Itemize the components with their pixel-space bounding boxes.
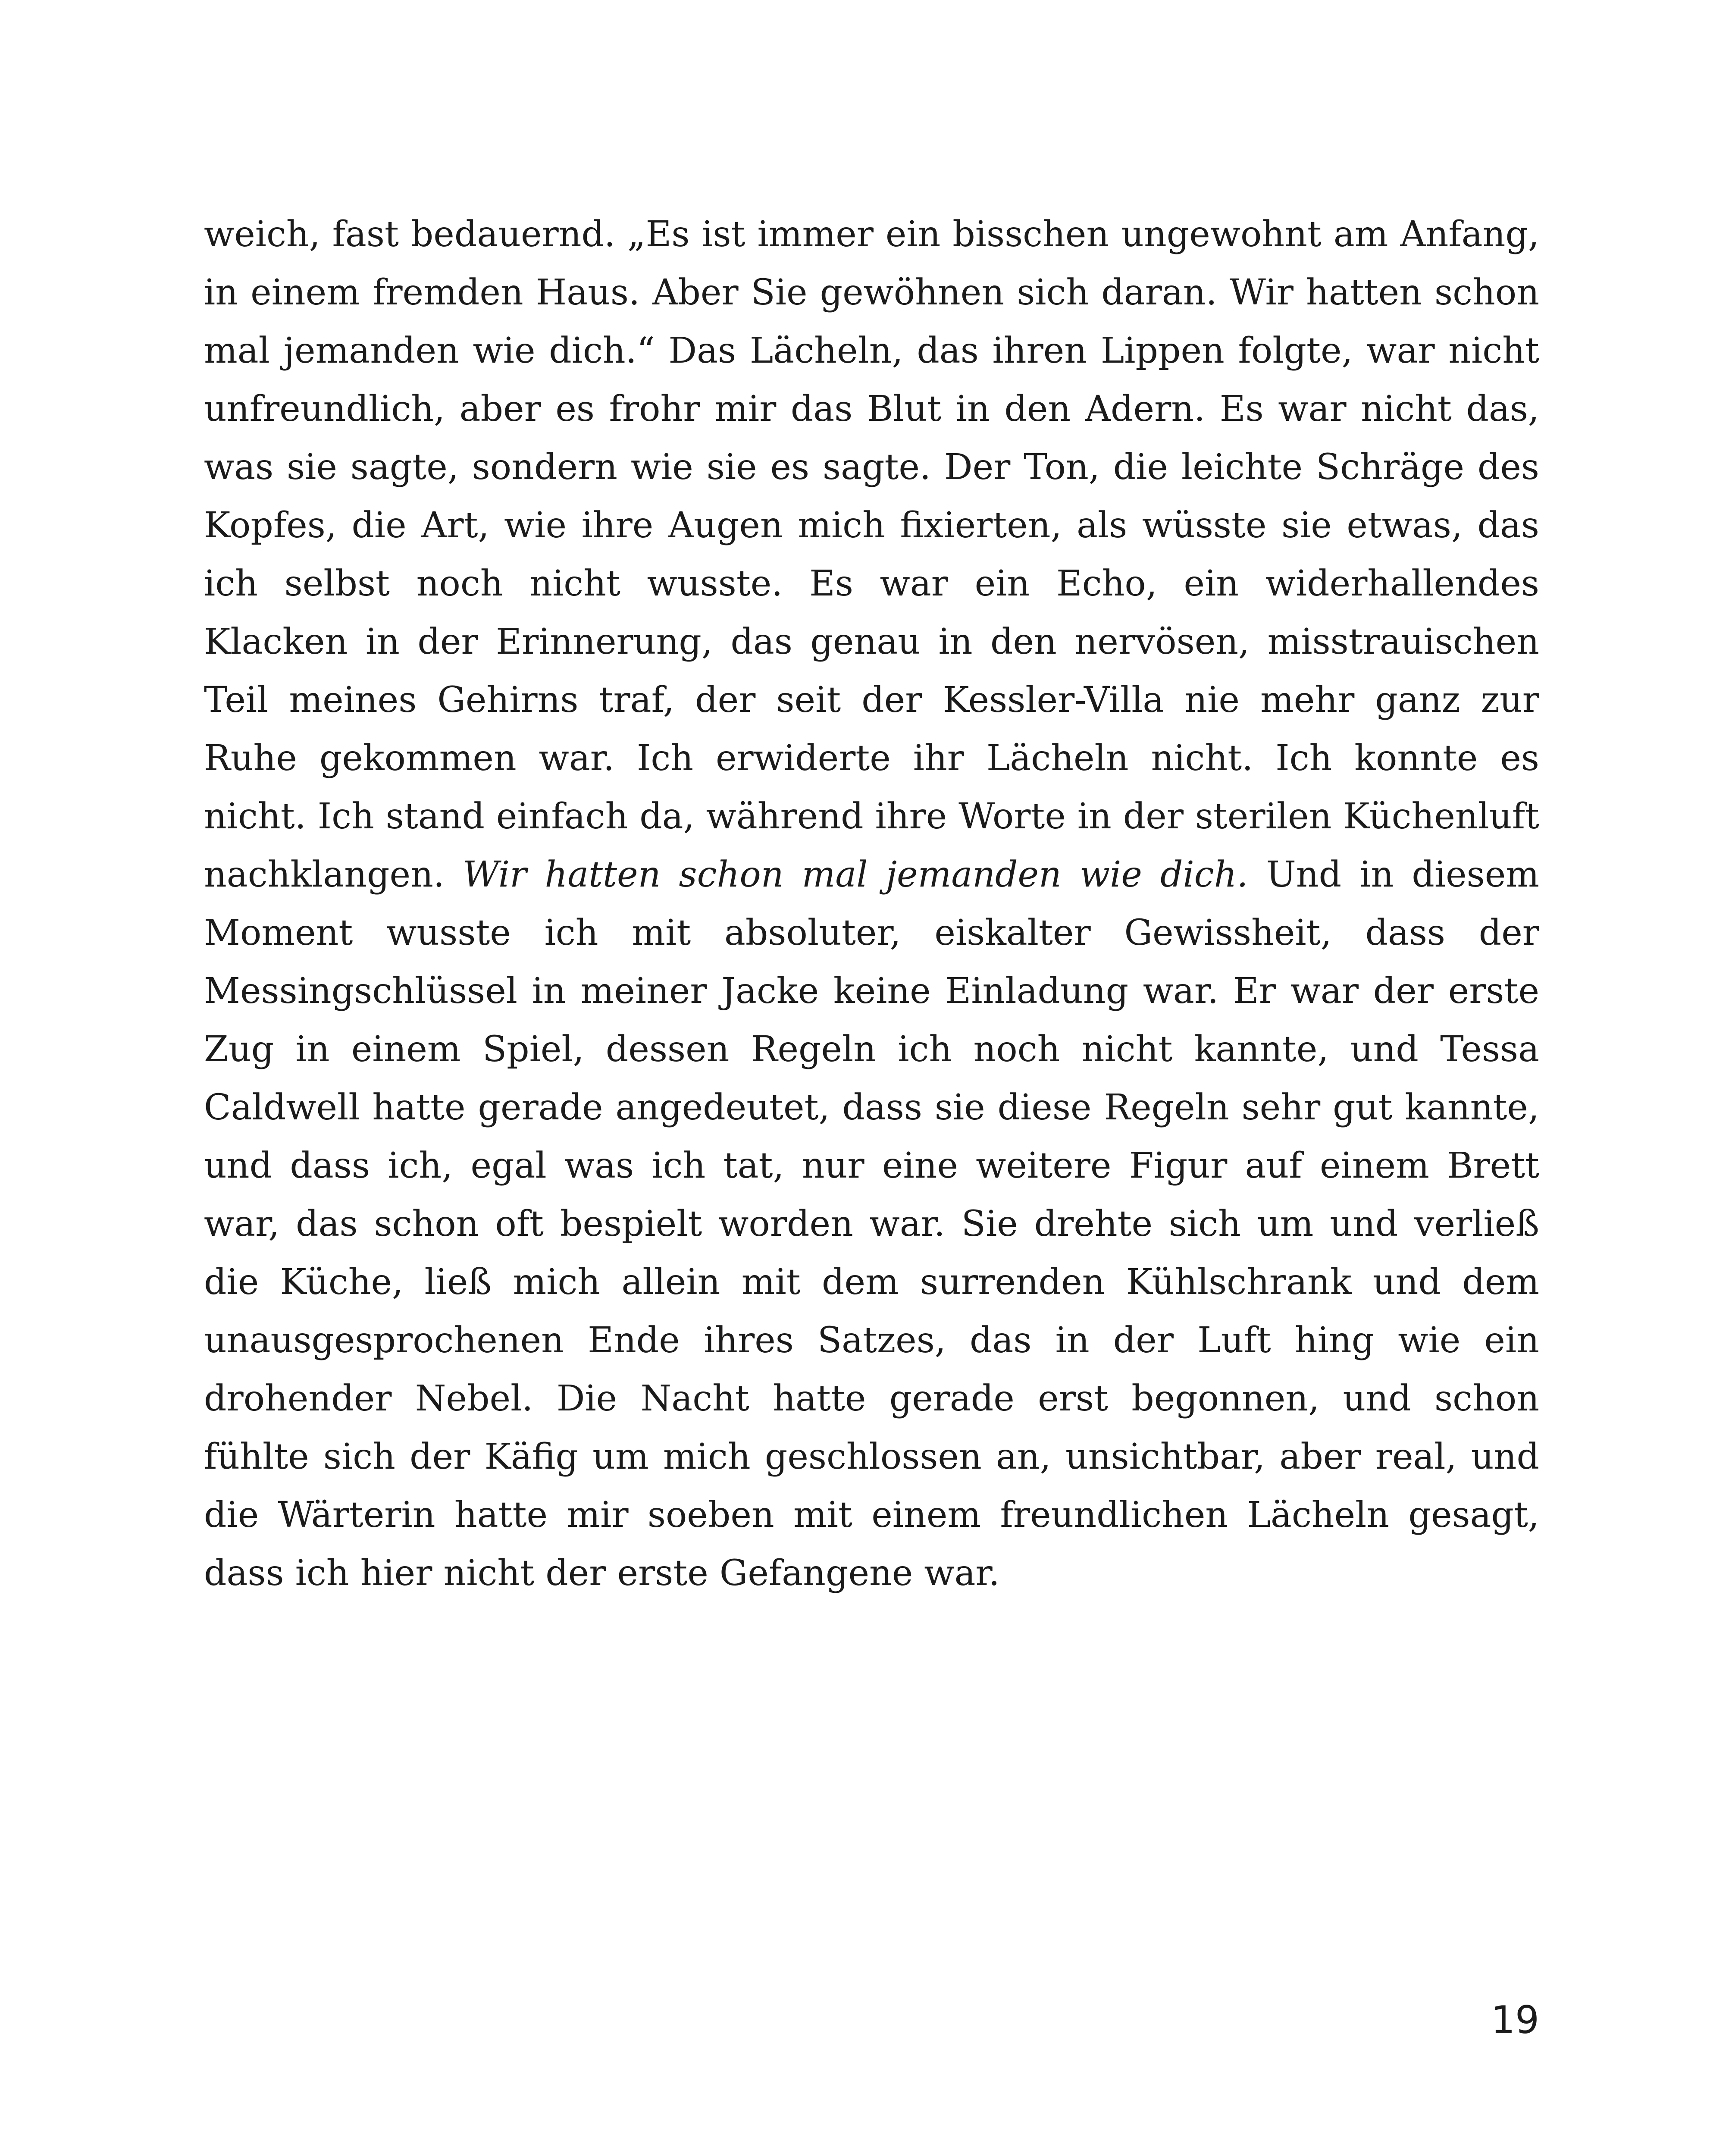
body-paragraph xyxy=(204,205,1539,1602)
paragraph-text-part-2: Und in diesem Moment wusste ich mit absoluter, eiskalter Gewissheit, dass der Messingschlüssel in meiner Jacke keine Einladung war. Er war der erste Zug in einem Spiel, dessen Regeln ich noch nicht kannte, und Tessa Caldwell hatte gerade angedeutet, dass sie diese Regeln sehr gut kannte, und dass ich, egal was ich tat, nur eine weitere Figur auf einem Brett war, das schon oft bespielt worden war. Sie drehte sich um und verließ die Küche, ließ mich allein mit dem surrenden Kühlschrank und dem unausgesprochenen Ende ihres Satzes, das in der Luft hing wie ein drohender Nebel. Die Nacht hatte gerade erst begonnen, und schon fühlte sich der Käfig um mich geschlossen an, unsichtbar, aber real, und die Wärterin hatte mir soeben mit einem freundlichen Lächeln gesagt, dass ich hier nicht der erste Gefangene war. xyxy=(204,854,1539,1594)
paragraph-text-part-1: weich, fast bedauernd. „Es ist immer ein bisschen ungewohnt am Anfang, in einem fremden Haus. Aber Sie gewöhnen sich daran. Wir hatten schon mal jemanden wie dich.“ Das Lächeln, das ihren Lippen folgte, war nicht unfreundlich, aber es frohr mir das Blut in den Adern. Es war nicht das, was sie sagte, sondern wie sie es sagte. Der Ton, die leichte Schräge des Kopfes, die Art, wie ihre Augen mich fixierten, als wüsste sie etwas, das ich selbst noch nicht wusste. Es war ein Echo, ein widerhallendes Klacken in der Erinnerung, das genau in den nervösen, misstrauischen Teil meines Gehirns traf, der seit der Kessler-Villa nie mehr ganz zur Ruhe gekommen war. Ich erwiderte ihr Lächeln nicht. Ich konnte es nicht. Ich stand einfach da, während ihre Worte in der sterilen Küchenluft nachklangen. xyxy=(204,214,1539,895)
paragraph-italic-quote: Wir hatten schon mal jemanden wie dich. xyxy=(463,854,1248,895)
page-number: 19 xyxy=(1491,1998,1539,2042)
